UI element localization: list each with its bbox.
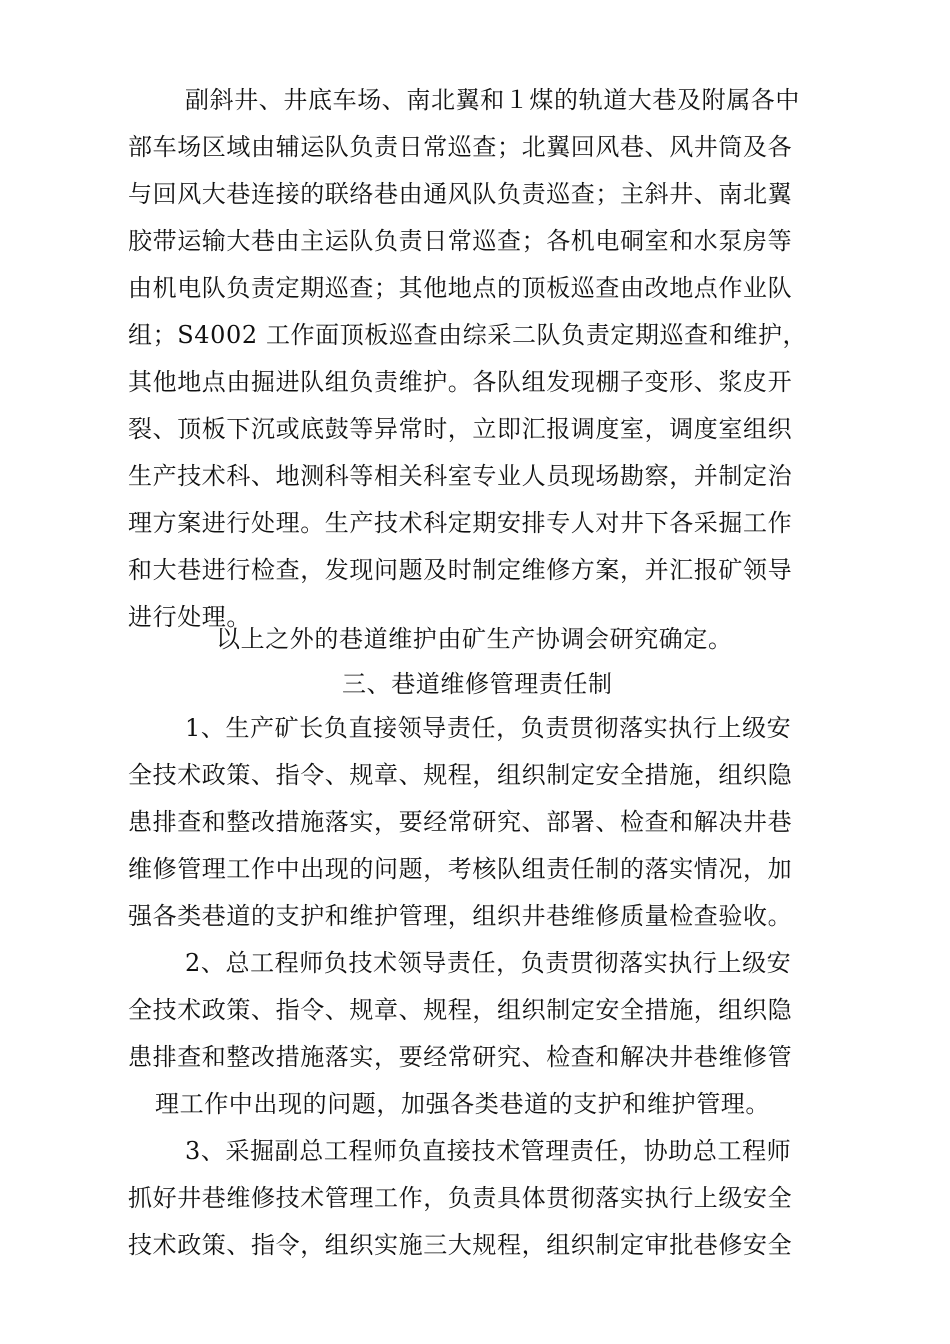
body-text-line: 理方案进行处理。生产技术科定期安排专人对井下各采掘工作 bbox=[128, 509, 793, 537]
body-text-line: 技术政策、指令，组织实施三大规程，组织制定审批巷修安全 bbox=[128, 1231, 793, 1259]
body-text-line: 理工作中出现的问题，加强各类巷道的支护和维护管理。 bbox=[155, 1090, 770, 1118]
body-text-line: 2、总工程师负技术领导责任，负责贯彻落实执行上级安 bbox=[185, 949, 792, 977]
body-text-line: 全技术政策、指令、规章、规程，组织制定安全措施，组织隐 bbox=[128, 996, 793, 1024]
body-text-line: 患排查和整改措施落实，要经常研究、检查和解决井巷维修管 bbox=[128, 1043, 793, 1071]
body-text-line: 部车场区域由辅运队负责日常巡查；北翼回风巷、风井筒及各 bbox=[128, 133, 793, 161]
paragraph-line: 以上之外的巷道维护由矿生产协调会研究确定。 bbox=[216, 625, 733, 653]
body-text-line: 生产技术科、地测科等相关科室专业人员现场勘察，并制定治 bbox=[128, 462, 793, 490]
body-text-line: 组；S4002 工作面顶板巡查由综采二队负责定期巡查和维护， bbox=[128, 321, 808, 349]
body-text-line: 患排查和整改措施落实，要经常研究、部署、检查和解决井巷 bbox=[128, 808, 793, 836]
body-text-line: 和大巷进行检查，发现问题及时制定维修方案，并汇报矿领导 bbox=[128, 556, 793, 584]
body-text-line: 维修管理工作中出现的问题，考核队组责任制的落实情况，加 bbox=[128, 855, 793, 883]
section-heading: 三、巷道维修管理责任制 bbox=[342, 670, 613, 698]
body-text-line: 胶带运输大巷由主运队负责日常巡查；各机电硐室和水泵房等 bbox=[128, 227, 793, 255]
body-text-line: 副斜井、井底车场、南北翼和１煤的轨道大巷及附属各中 bbox=[185, 86, 800, 114]
body-text-line: 与回风大巷连接的联络巷由通风队负责巡查；主斜井、南北翼 bbox=[128, 180, 793, 208]
body-text-line: 其他地点由掘进队组负责维护。各队组发现棚子变形、浆皮开 bbox=[128, 368, 793, 396]
body-text-line: 全技术政策、指令、规章、规程，组织制定安全措施，组织隐 bbox=[128, 761, 793, 789]
body-text-line: 进行处理。 bbox=[128, 603, 251, 631]
body-text-line: 抓好井巷维修技术管理工作，负责具体贯彻落实执行上级安全 bbox=[128, 1184, 793, 1212]
body-text-line: 裂、顶板下沉或底鼓等异常时，立即汇报调度室，调度室组织 bbox=[128, 415, 793, 443]
body-text-line: 1、生产矿长负直接领导责任，负责贯彻落实执行上级安 bbox=[185, 714, 792, 742]
body-text-line: 3、采掘副总工程师负直接技术管理责任，协助总工程师 bbox=[185, 1137, 792, 1165]
body-text-line: 强各类巷道的支护和维护管理，组织井巷维修质量检查验收。 bbox=[128, 902, 793, 930]
body-text-line: 由机电队负责定期巡查；其他地点的顶板巡查由改地点作业队 bbox=[128, 274, 793, 302]
